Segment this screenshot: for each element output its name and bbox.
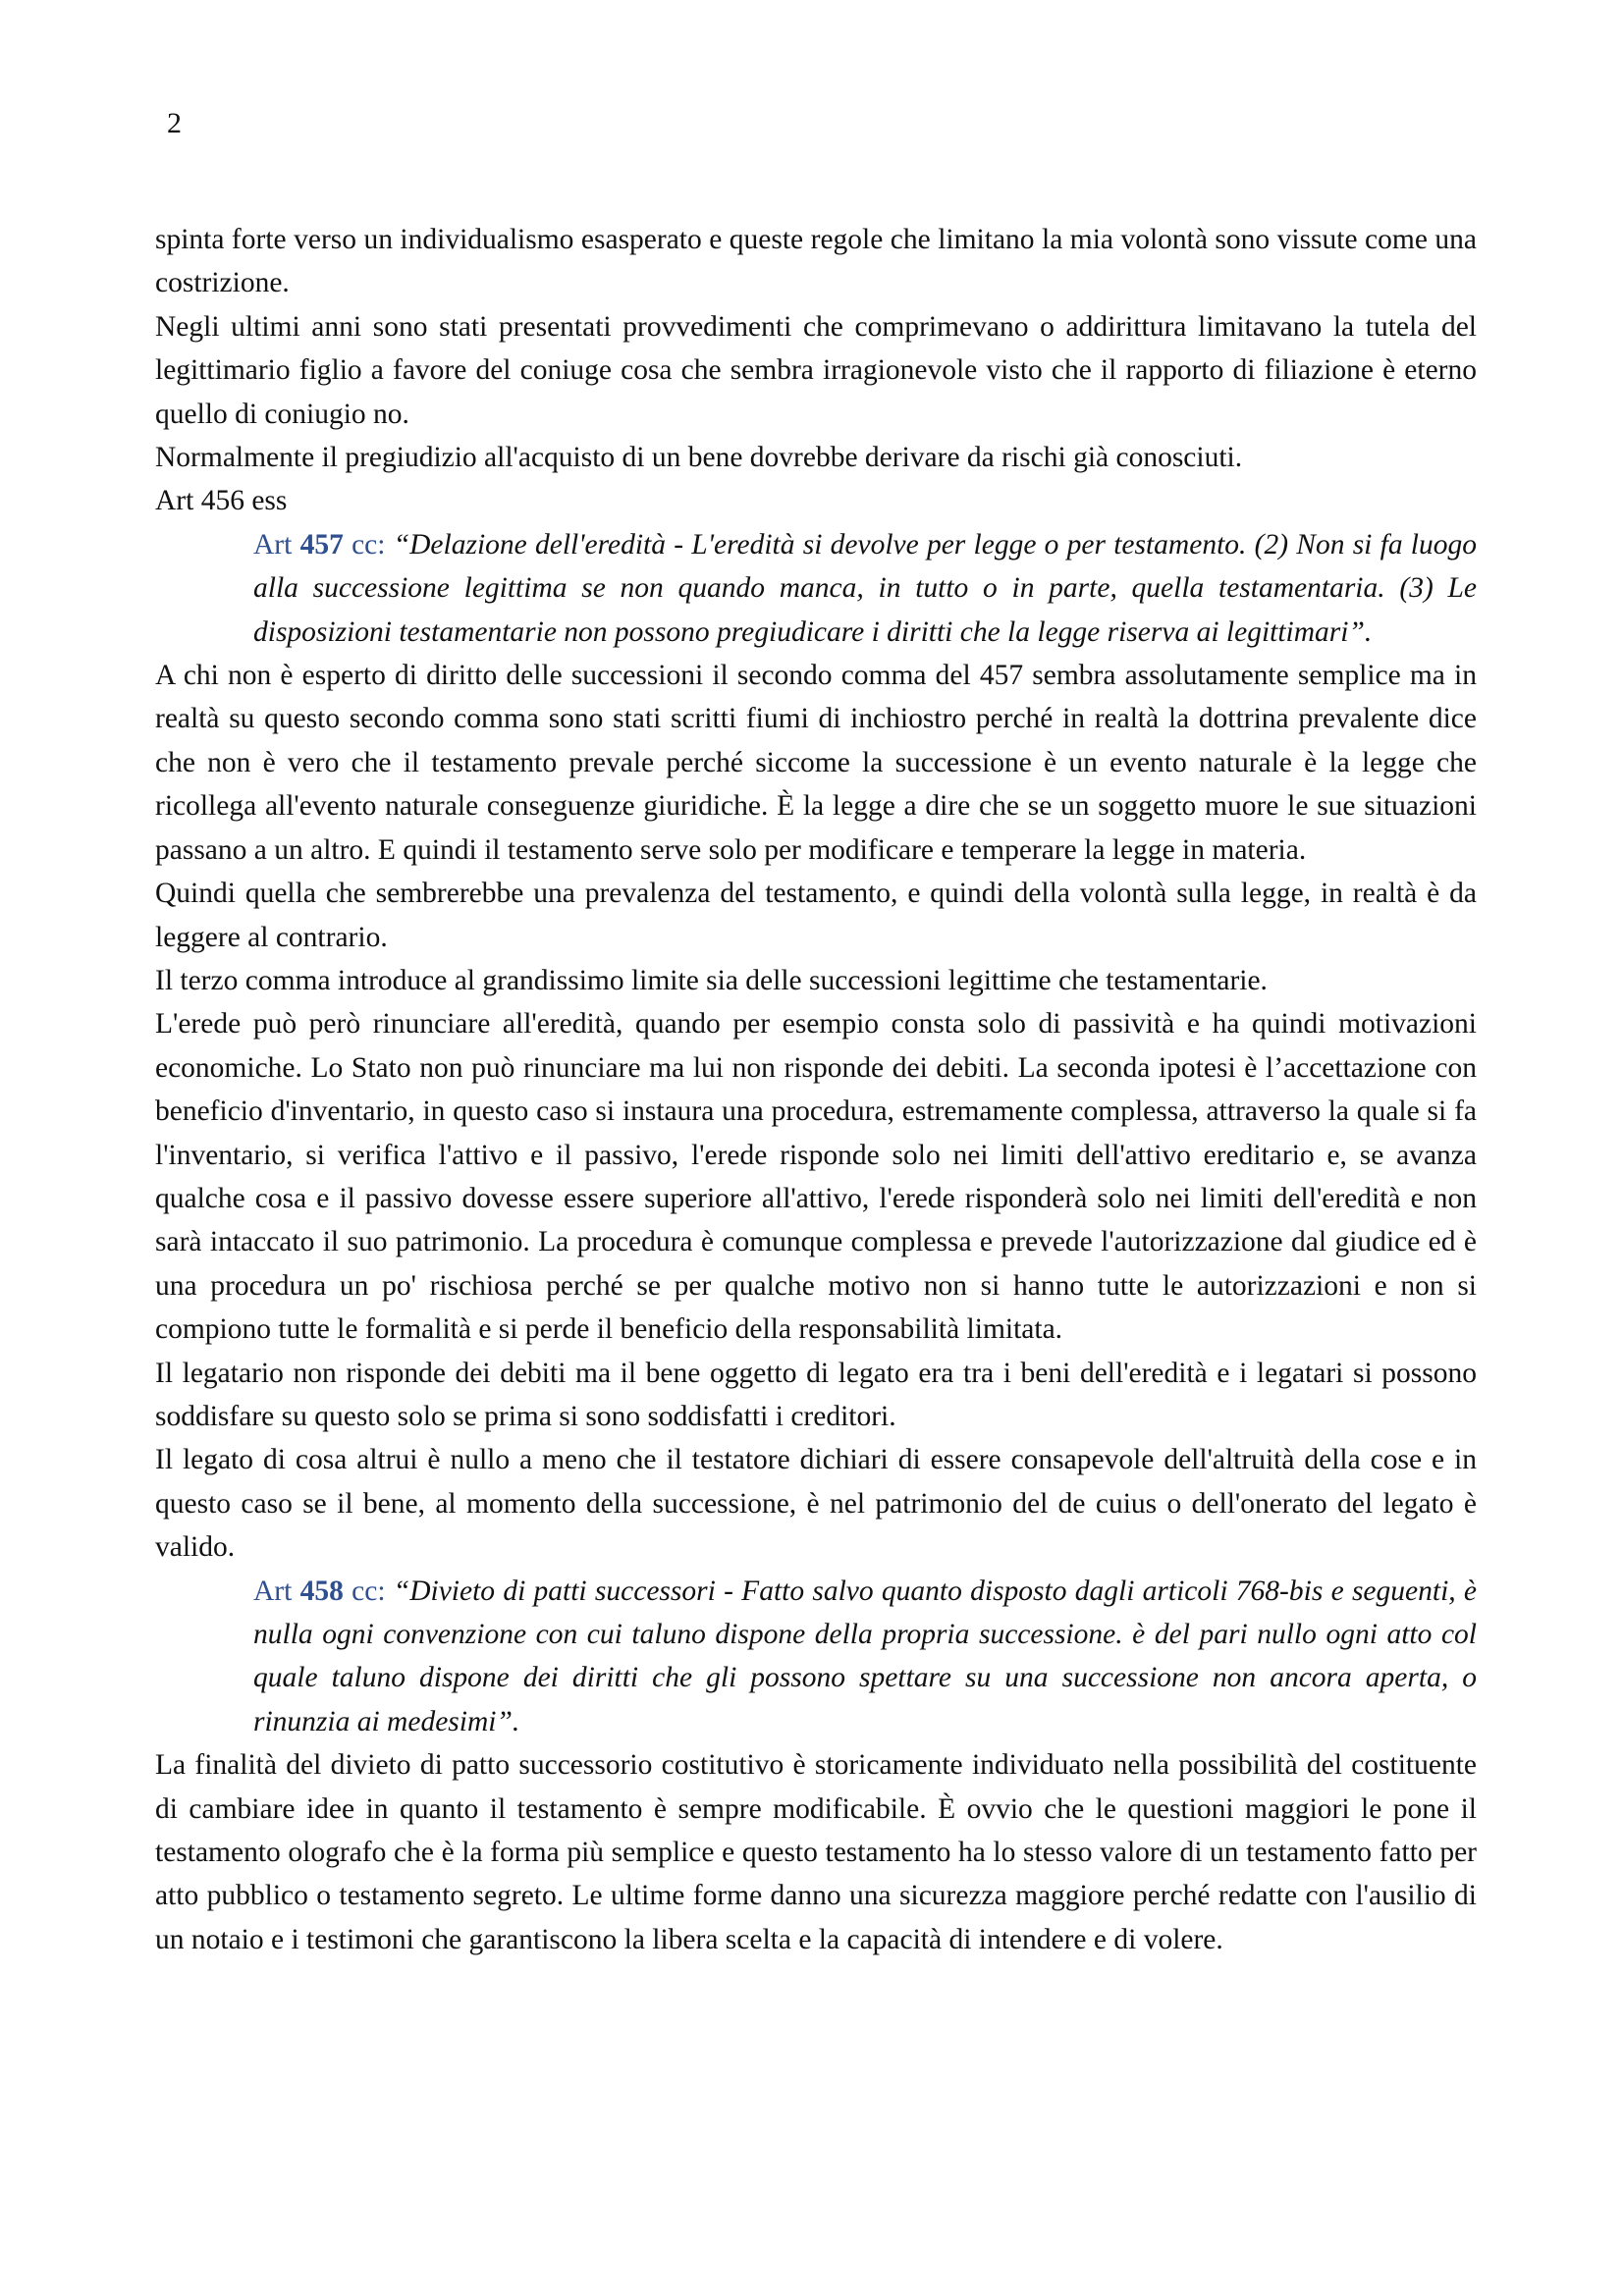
art-458-suffix: cc:: [343, 1575, 386, 1607]
paragraph-rinuncia-eredita: L'erede può però rinunciare all'eredità, quando per esempio consta solo di passività e ha quindi motivazioni economiche. Lo Stato non può rinunciare ma lui non risponde dei debiti. La seconda ipotesi è l’accettazione con beneficio d'inventario, in questo caso si instaura una procedura, estremamente complessa, attraverso la quale si fa l'inventario, si verifica l'attivo e il passivo, l'erede risponde solo nei limiti dell'attivo ereditario e, se avanza qualche cosa e il passivo dovesse essere superiore all'attivo, l'erede risponderà solo nei limiti dell'eredità e non sarà intaccato il suo patrimonio. La procedura è comunque complessa e prevede l'autorizzazione dal giudice ed è una procedura un po' rischiosa perché se per qualche motivo non si hanno tutte le autorizzazioni e non si compiono tutte le formalità e si perde il beneficio della responsabilità limitata.: [155, 1008, 1477, 1346]
paragraph-provvedimenti: Negli ultimi anni sono stati presentati provvedimenti che comprimevano o addirittura limitavano la tutela del legittimario figlio a favore del coniuge cosa che sembra irragionevole visto che il rapporto di filiazione è eterno quello di coniugio no.: [155, 310, 1477, 430]
paragraph-legatario: Il legatario non risponde dei debiti ma il bene oggetto di legato era tra i beni dell'eredità e i legatari si possono soddisfare su questo solo se prima si sono soddisfatti i creditori.: [155, 1357, 1477, 1432]
page-number: 2: [167, 107, 182, 139]
quote-art-458: [253, 1570, 1477, 1744]
paragraph-pregiudizio: Normalmente il pregiudizio all'acquisto di un bene dovrebbe derivare da rischi già conosciuti.: [155, 442, 1243, 474]
art-457-number: 457: [299, 528, 344, 561]
paragraph-terzo-comma: Il terzo comma introduce al grandissimo limite sia delle successioni legittime che testamentarie.: [155, 964, 1268, 996]
paragraph-art-456: Art 456 ess: [155, 485, 288, 517]
paragraph-prevalenza: Quindi quella che sembrerebbe una prevalenza del testamento, e quindi della volontà sulla legge, in realtà è da leggere al contrario.: [155, 878, 1477, 953]
art-457-text: “Delazione dell'eredità - L'eredità si devolve per legge o per testamento. (2) Non si fa luogo alla successione legittima se non quando manca, in tutto o in parte, quella testamentaria. (3) Le disposizioni testamentarie non possono pregiudicare i diritti che la legge riserva ai legittimari”.: [253, 528, 1478, 648]
paragraph-legato-cosa-altrui: Il legato di cosa altrui è nullo a meno che il testatore dichiari di essere consapevole dell'altruità della cose e in questo caso se il bene, al momento della successione, è nel patrimonio del de cuius o dell'onerato del legato è valido.: [155, 1444, 1477, 1564]
art-458-prefix: Art: [253, 1575, 300, 1607]
paragraph-finalita-divieto: La finalità del divieto di patto successorio costitutivo è storicamente individuato nella possibilità del costituente di cambiare idee in quanto il testamento è sempre modificabile. È ovvio che le questioni maggiori le pone il testamento olografo che è la forma più semplice e questo testamento ha lo stesso valore di un testamento fatto per atto pubblico o testamento segreto. Le ultime forme danno una sicurezza maggiore perché redatte con l'ausilio di un notaio e i testimoni che garantiscono la libera scelta e la capacità di intendere e di volere.: [155, 1749, 1477, 1955]
art-458-number: 458: [299, 1575, 344, 1607]
quote-art-457: [253, 523, 1477, 654]
art-458-text: “Divieto di patti successori - Fatto salvo quanto disposto dagli articoli 768-bis e seguenti, è nulla ogni convenzione con cui taluno dispone della propria successione. è del pari nullo ogni atto col quale taluno dispone dei diritti che gli possono spettare su una successione non ancora aperta, o rinunzia ai medesimi”.: [253, 1575, 1478, 1737]
art-457-suffix: cc:: [343, 528, 386, 561]
document-body: [155, 218, 1477, 1961]
art-457-prefix: Art: [253, 528, 300, 561]
paragraph-individualismo: spinta forte verso un individualismo esasperato e queste regole che limitano la mia volontà sono vissute come una costrizione.: [155, 224, 1477, 299]
paragraph-secondo-comma: A chi non è esperto di diritto delle successioni il secondo comma del 457 sembra assolutamente semplice ma in realtà su questo secondo comma sono stati scritti fiumi di inchiostro perché in realtà la dottrina prevalente dice che non è vero che il testamento prevale perché siccome la successione è un evento naturale è la legge che ricollega all'evento naturale conseguenze giuridiche. È la legge a dire che se un soggetto muore le sue situazioni passano a un altro. E quindi il testamento serve solo per modificare e temperare la legge in materia.: [155, 660, 1477, 866]
